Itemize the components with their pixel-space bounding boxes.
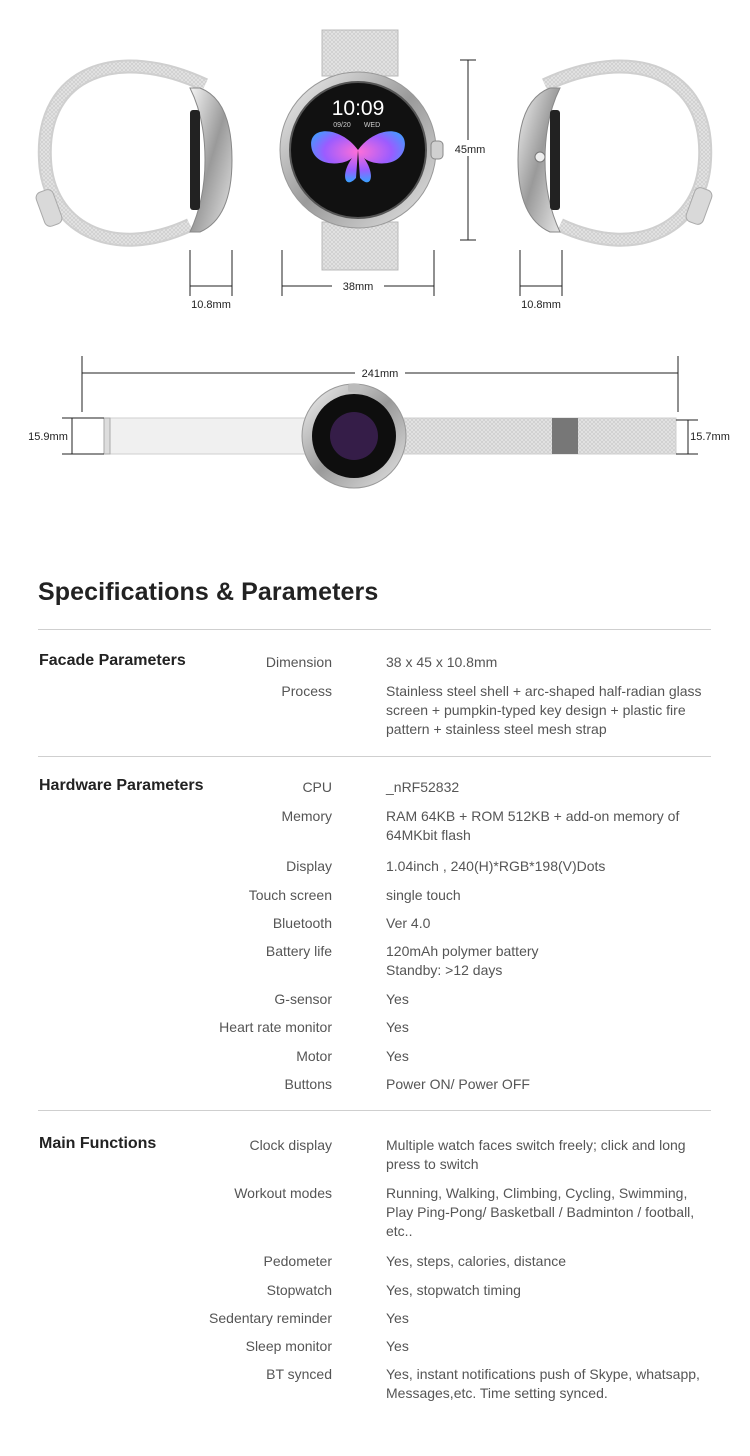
- spec-value-pedometer: Yes, steps, calories, distance: [386, 1253, 567, 1269]
- dim-thickness-left: 10.8mm: [191, 299, 231, 311]
- spec-value-display: 1.04inch , 240(H)*RGB*198(V)Dots: [386, 858, 606, 874]
- spec-value-clock-display: Multiple watch faces switch freely; click and long press to switch: [386, 1137, 686, 1172]
- spec-label-clock-display: Clock display: [249, 1137, 332, 1153]
- dim-width-face: 38mm: [342, 281, 374, 293]
- divider: [38, 756, 711, 757]
- section-functions-title: Main Functions: [39, 1135, 157, 1152]
- spec-label-bluetooth: Bluetooth: [272, 915, 332, 931]
- spec-value-bluetooth: Ver 4.0: [386, 915, 431, 931]
- spec-value-g-sensor: Yes: [386, 991, 409, 1007]
- spec-label-stopwatch: Stopwatch: [266, 1282, 332, 1298]
- dim-total-length: 241mm: [361, 368, 399, 380]
- divider: [38, 629, 711, 630]
- spec-label-dimension: Dimension: [265, 654, 332, 670]
- dim-strap-width-right: 15.7mm: [690, 431, 730, 443]
- spec-value-bt-synced: Yes, instant notifications push of Skype, whatsapp, Messages,etc. Time setting synced.: [386, 1366, 700, 1401]
- watch-full-length-view: [104, 384, 676, 488]
- dim-strap-width-left: 15.9mm: [28, 431, 68, 443]
- dim-height-face: 45mm: [454, 144, 486, 156]
- spec-label-pedometer: Pedometer: [263, 1253, 332, 1269]
- section-hardware-title: Hardware Parameters: [39, 777, 204, 794]
- watch-side-view-right: [518, 67, 714, 240]
- spec-value-stopwatch: Yes, stopwatch timing: [386, 1282, 521, 1298]
- product-dimension-diagram: [0, 0, 750, 560]
- spec-label-memory: Memory: [281, 808, 332, 824]
- divider: [38, 1110, 711, 1111]
- spec-label-process: Process: [281, 683, 332, 699]
- section-facade-title: Facade Parameters: [39, 652, 186, 669]
- specs-title: Specifications & Parameters: [38, 578, 379, 606]
- spec-value-process: Stainless steel shell + arc-shaped half-radian glass screen + pumpkin-typed key design + plastic fire pattern + stainless steel mesh strap: [386, 683, 702, 737]
- spec-label-touch-screen: Touch screen: [248, 887, 332, 903]
- watch-time: 10:09: [331, 97, 385, 120]
- watch-side-view-left: [34, 67, 232, 240]
- spec-value-dimension: 38 x 45 x 10.8mm: [386, 654, 498, 670]
- spec-label-buttons: Buttons: [284, 1076, 332, 1092]
- watch-date: 09/20: [333, 122, 351, 129]
- spec-value-workout-modes: Running, Walking, Climbing, Cycling, Swimming, Play Ping-Pong/ Basketball / Badminton / football, etc..: [386, 1185, 695, 1239]
- spec-label-cpu: CPU: [302, 779, 332, 795]
- spec-value-cpu: _nRF52832: [386, 779, 460, 795]
- spec-label-sleep-monitor: Sleep monitor: [245, 1338, 332, 1354]
- spec-value-buttons: Power ON/ Power OFF: [386, 1076, 530, 1092]
- spec-label-heart-rate-monitor: Heart rate monitor: [219, 1019, 332, 1035]
- spec-value-battery-life: 120mAh polymer battery: [386, 943, 539, 959]
- spec-value-touch-screen: single touch: [386, 887, 461, 903]
- spec-label-bt-synced: BT synced: [266, 1366, 332, 1382]
- spec-label-battery-life: Battery life: [265, 943, 332, 959]
- spec-value-memory: RAM 64KB + ROM 512KB + add-on memory of 64MKbit flash: [386, 808, 680, 843]
- spec-value-battery-standby: Standby: >12 days: [386, 962, 503, 978]
- watch-day: WED: [363, 122, 381, 129]
- spec-label-display: Display: [286, 858, 332, 874]
- spec-label-motor: Motor: [296, 1048, 332, 1064]
- spec-label-sedentary-reminder: Sedentary reminder: [209, 1310, 332, 1326]
- watch-front-view: [280, 30, 443, 270]
- spec-label-workout-modes: Workout modes: [234, 1185, 332, 1201]
- spec-value-sleep-monitor: Yes: [386, 1338, 409, 1354]
- spec-value-motor: Yes: [386, 1048, 409, 1064]
- spec-value-heart-rate-monitor: Yes: [386, 1019, 409, 1035]
- spec-label-g-sensor: G-sensor: [274, 991, 332, 1007]
- dim-thickness-right: 10.8mm: [521, 299, 561, 311]
- spec-value-sedentary-reminder: Yes: [386, 1310, 409, 1326]
